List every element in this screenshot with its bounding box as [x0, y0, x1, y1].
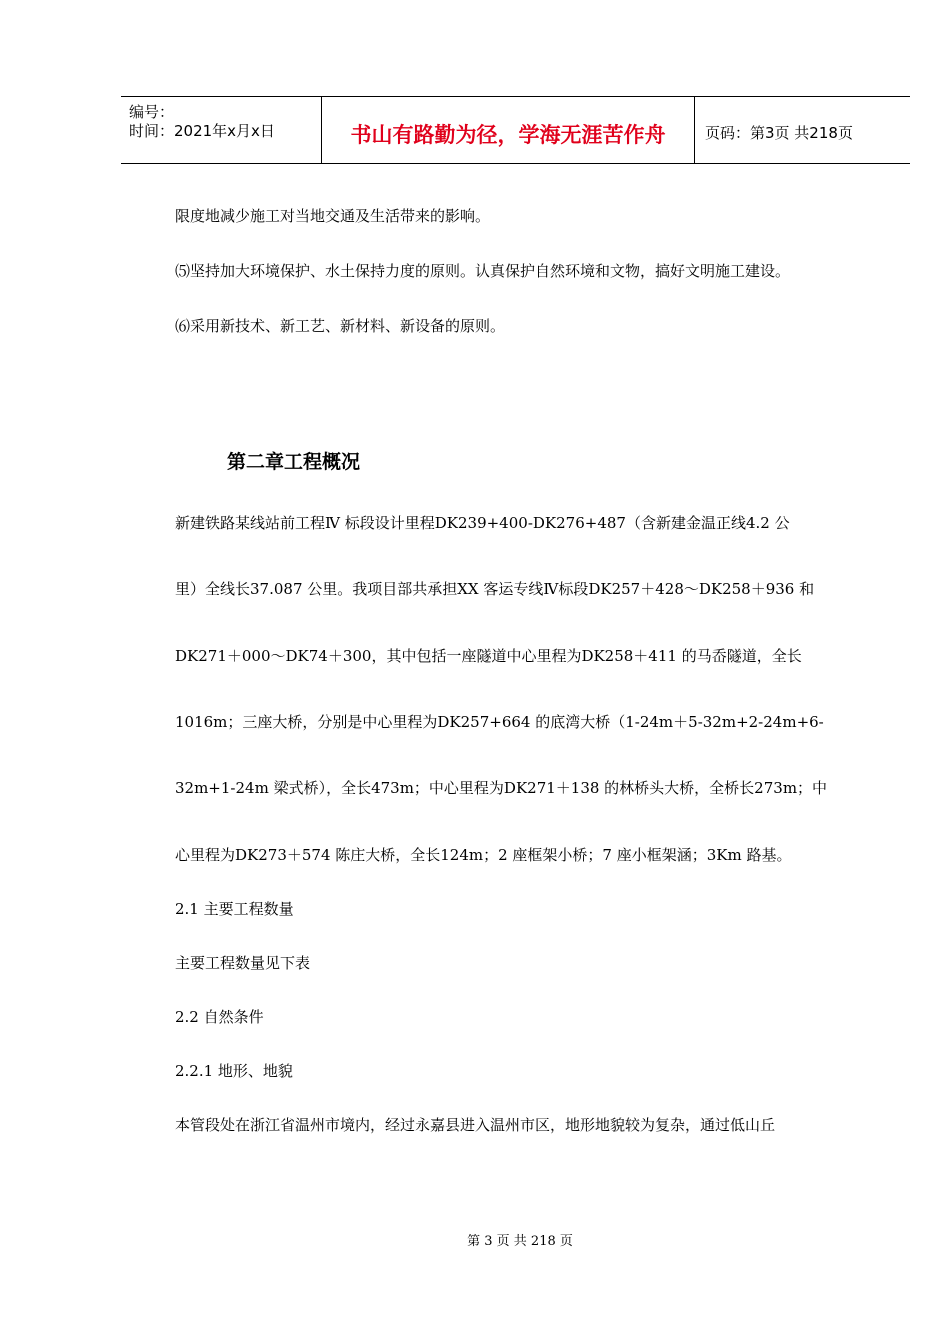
overview-line: DK271＋000～DK74＋300，其中包括一座隧道中心里程为DK258＋411 的马岙隧道，全长 — [175, 647, 802, 665]
overview-line: 里）全线长37.087 公里。我项目部共承担XX 客运专线Ⅳ标段DK257＋428～DK258＋936 和 — [175, 580, 815, 598]
overview-line: 32m+1-24m 梁式桥），全长473m；中心里程为DK271＋138 的林桥头大桥，全桥长273m；中 — [175, 779, 828, 797]
section-heading-2-1: 2.1 主要工程数量 — [175, 900, 294, 918]
overview-line: 新建铁路某线站前工程Ⅳ 标段设计里程DK239+400-DK276+487（含新建金温正线4.2 公 — [175, 514, 790, 532]
header-motto: 书山有路勤为径，学海无涯苦作舟 — [350, 123, 666, 147]
document-date: 时间：2021年x月x日 — [129, 122, 275, 140]
paragraph-terrain: 本管段处在浙江省温州市境内，经过永嘉县进入温州市区，地形地貌较为复杂，通过低山丘 — [175, 1116, 776, 1134]
section-heading-2-2: 2.2 自然条件 — [175, 1008, 264, 1026]
overview-line: 心里程为DK273＋574 陈庄大桥，全长124m；2 座框架小桥；7 座小框架涵；3Km 路基。 — [175, 846, 792, 864]
page-header — [121, 96, 910, 164]
page-footer: 第 3 页 共 218 页 — [467, 1234, 573, 1249]
chapter-title: 第二章工程概况 — [227, 451, 361, 473]
paragraph-principle-6: ⑹采用新技术、新工艺、新材料、新设备的原则。 — [175, 317, 506, 335]
header-meta-cell — [121, 97, 321, 163]
paragraph-traffic-impact: 限度地减少施工对当地交通及生活带来的影响。 — [175, 207, 491, 225]
paragraph-principle-5: ⑸坚持加大环境保护、水土保持力度的原则。认真保护自然环境和文物，搞好文明施工建设。 — [175, 262, 791, 280]
document-id-label: 编号： — [129, 103, 175, 121]
section-heading-2-2-1: 2.2.1 地形、地貌 — [175, 1062, 293, 1080]
paragraph-quantities: 主要工程数量见下表 — [175, 954, 311, 972]
header-page-cell — [695, 97, 910, 163]
overview-line: 1016m；三座大桥，分别是中心里程为DK257+664 的底湾大桥（1-24m＋5-32m+2-24m+6- — [175, 713, 824, 731]
header-page-info: 页码：第3页 共218页 — [705, 124, 853, 142]
header-motto-cell — [321, 97, 695, 163]
